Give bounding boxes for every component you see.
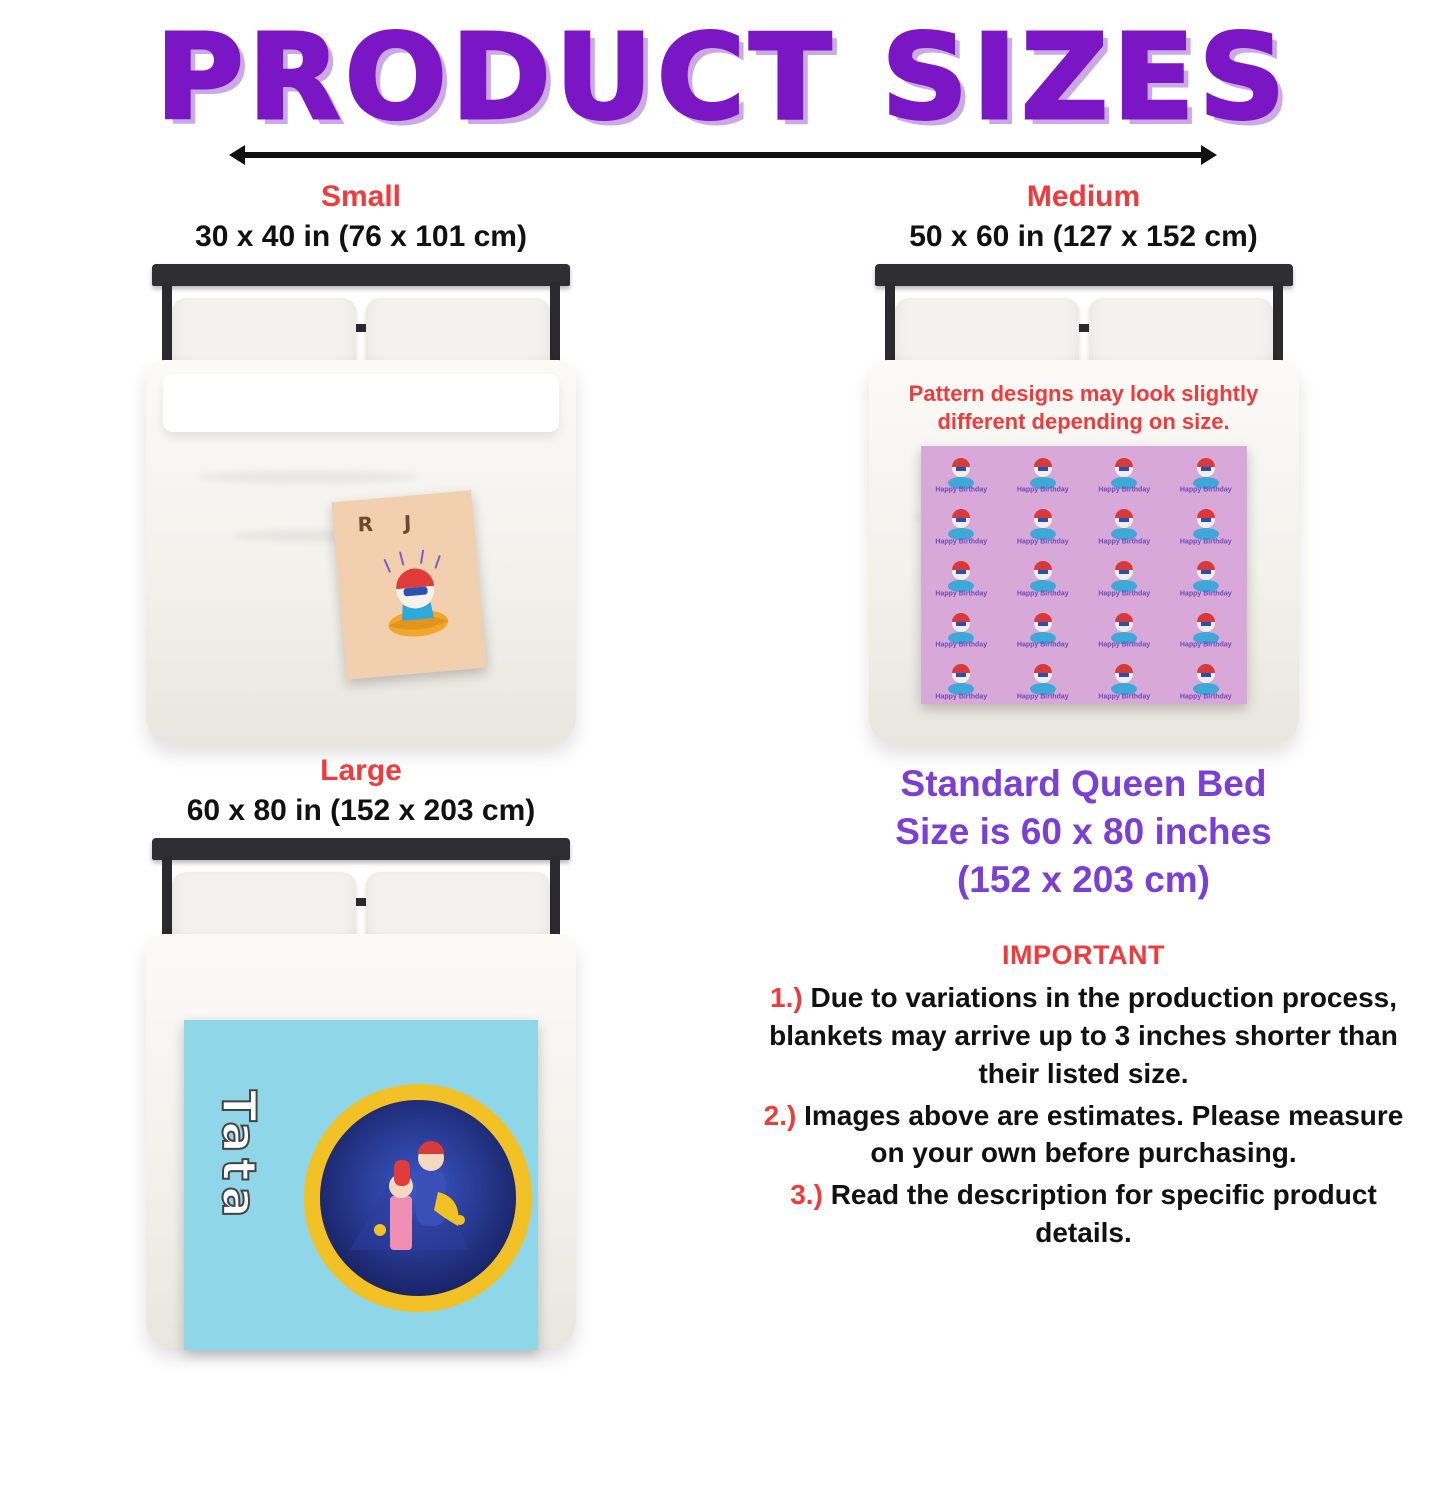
pattern-tile-label: Happy Birthday [1016, 486, 1069, 494]
queen-note-line-3: (152 x 203 cm) [956, 859, 1210, 901]
headboard [152, 264, 570, 286]
pattern-tile [1165, 652, 1247, 704]
sizes-grid [0, 180, 1445, 1358]
size-card-small [0, 180, 722, 754]
queen-bed-note [742, 760, 1425, 904]
note-text: Due to variations in the production process, blankets may arrive up to 3 inches shorter than their listed size. [769, 982, 1398, 1089]
pattern-tile-label: Happy Birthday [935, 590, 988, 598]
pattern-tile-label: Happy Birthday [1016, 590, 1069, 598]
size-label-small: Small [320, 180, 402, 213]
pattern-tile-label: Happy Birthday [935, 538, 988, 546]
pattern-tile [921, 549, 1003, 601]
size-label-large: Large [320, 754, 402, 787]
pattern-tile [921, 498, 1003, 550]
headboard [152, 838, 570, 860]
queen-note-line-2: Size is 60 x 80 inches [895, 811, 1272, 853]
pattern-tile [1084, 446, 1166, 498]
pattern-tile [1002, 652, 1084, 704]
pattern-tile [1165, 446, 1247, 498]
pattern-tile [1002, 498, 1084, 550]
bed-illustration-large [146, 838, 576, 1358]
pattern-tile [921, 652, 1003, 704]
pattern-tile [1084, 601, 1166, 653]
important-heading: IMPORTANT [1002, 940, 1165, 971]
pattern-note: Pattern designs may look slightly different depending on size. [908, 381, 1259, 434]
pattern-tile [1084, 652, 1166, 704]
pattern-tile [1084, 498, 1166, 550]
pattern-tile [921, 446, 1003, 498]
pattern-tile [1002, 601, 1084, 653]
pattern-tile [1002, 446, 1084, 498]
pattern-tile-label: Happy Birthday [1098, 538, 1151, 546]
blanket-pattern [921, 446, 1247, 704]
pattern-tile [921, 601, 1003, 653]
page-title: PRODUCT SIZES [155, 8, 1290, 146]
blanket-large [184, 1020, 538, 1350]
blanket-medium [921, 446, 1247, 704]
pattern-tile [1165, 601, 1247, 653]
duvet-crease [198, 470, 418, 484]
bed-illustration-small [146, 264, 576, 754]
note-text: Read the description for specific product details. [830, 1179, 1377, 1249]
note-item [760, 1176, 1407, 1252]
pattern-tile-label: Happy Birthday [1016, 538, 1069, 546]
title-section [0, 0, 1445, 158]
pattern-tile-label: Happy Birthday [935, 486, 988, 494]
pattern-tile [1084, 549, 1166, 601]
size-dimensions-small: 30 x 40 in (76 x 101 cm) [195, 220, 527, 253]
info-column [722, 754, 1445, 1358]
duvet-fold [163, 374, 559, 432]
blanket-large-artwork-icon [304, 1084, 532, 1312]
pattern-tile-label: Happy Birthday [1179, 538, 1232, 546]
pattern-tile-label: Happy Birthday [935, 693, 988, 701]
title-divider-arrow [243, 152, 1203, 158]
bed-illustration-medium [869, 264, 1299, 754]
blanket-small-text: R J [357, 510, 424, 537]
size-card-large [0, 754, 722, 1358]
note-text: Images above are estimates. Please measure on your own before purchasing. [804, 1099, 1404, 1169]
pattern-tile [1002, 549, 1084, 601]
pattern-tile [1165, 549, 1247, 601]
note-item [760, 1097, 1407, 1173]
pattern-tile-label: Happy Birthday [1179, 693, 1232, 701]
pattern-tile-label: Happy Birthday [935, 641, 988, 649]
size-dimensions-large: 60 x 80 in (152 x 203 cm) [186, 794, 536, 827]
pattern-tile-label: Happy Birthday [1098, 590, 1151, 598]
pattern-tile-label: Happy Birthday [1179, 486, 1232, 494]
pattern-tile-label: Happy Birthday [1098, 641, 1151, 649]
note-number: 1.) [770, 982, 803, 1014]
pattern-tile-label: Happy Birthday [1179, 641, 1232, 649]
size-label-medium: Medium [1026, 180, 1141, 213]
blanket-small [332, 490, 487, 680]
size-card-medium [722, 180, 1445, 754]
important-notes-list [760, 979, 1407, 1252]
pattern-tile [1165, 498, 1247, 550]
headboard [875, 264, 1293, 286]
pattern-tile-label: Happy Birthday [1016, 693, 1069, 701]
note-number: 3.) [790, 1179, 823, 1211]
note-item [760, 979, 1407, 1092]
queen-note-line-1: Standard Queen Bed [900, 763, 1267, 804]
pattern-tile-label: Happy Birthday [1098, 486, 1151, 494]
pattern-tile-label: Happy Birthday [1016, 641, 1069, 649]
note-number: 2.) [763, 1099, 797, 1131]
pattern-tile-label: Happy Birthday [1098, 693, 1151, 701]
blanket-small-artwork-icon [368, 540, 462, 643]
blanket-large-text: Tata [212, 1090, 266, 1224]
pattern-tile-label: Happy Birthday [1179, 590, 1232, 598]
size-dimensions-medium: 50 x 60 in (127 x 152 cm) [909, 220, 1258, 253]
